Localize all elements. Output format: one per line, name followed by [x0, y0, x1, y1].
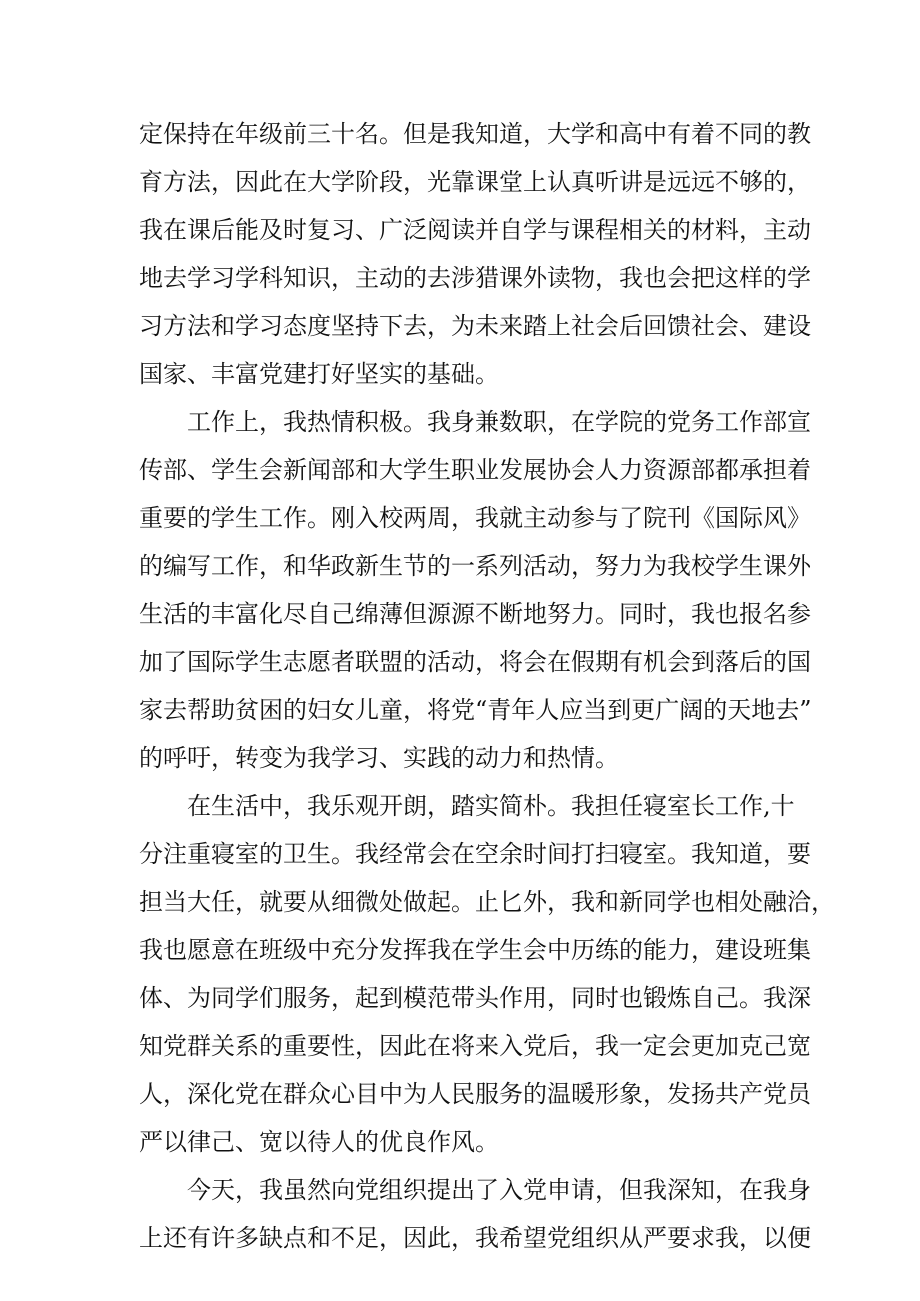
- text-line: 国家、丰富党建打好坚实的基础。: [139, 360, 499, 388]
- text-line: 传部、学生会新闻部和大学生职业发展协会人力资源部都承担着: [139, 456, 811, 484]
- text-line: 在生活中，我乐观开朗，踏实简朴。我担任寝室长工作,十: [187, 792, 795, 820]
- text-line: 的编写工作，和华政新生节的一系列活动，努力为我校学生课外: [139, 552, 811, 580]
- paragraph-conclusion: [139, 1166, 811, 1262]
- text-line: 工作上，我热情积极。我身兼数职，在学院的党务工作部宣: [187, 408, 811, 436]
- text-line: 加了国际学生志愿者联盟的活动，将会在假期有机会到落后的国: [139, 648, 811, 676]
- text-line: 上还有许多缺点和不足，因此，我希望党组织从严要求我，以便: [139, 1224, 811, 1252]
- paragraph-study: [139, 110, 811, 398]
- paragraph-work: [139, 398, 812, 782]
- text-line: 担当大任，就要从细微处做起。止匕外，我和新同学也相处融洽，: [139, 888, 835, 916]
- document-body: [139, 110, 835, 1262]
- text-line: 人，深化党在群众心目中为人民服务的温暖形象，发扬共产党员: [139, 1080, 811, 1108]
- text-line: 习方法和学习态度坚持下去，为未来踏上社会后回馈社会、建设: [139, 312, 811, 340]
- text-line: 生活的丰富化尽自己绵薄但源源不断地努力。同时，我也报名参: [139, 600, 811, 628]
- text-line: 我也愿意在班级中充分发挥我在学生会中历练的能力，建设班集: [139, 936, 811, 964]
- text-line: 的呼吁，转变为我学习、实践的动力和热情。: [139, 744, 619, 772]
- text-line: 分注重寝室的卫生。我经常会在空余时间打扫寝室。我知道，要: [139, 840, 811, 868]
- text-line: 地去学习学科知识，主动的去涉猎课外读物，我也会把这样的学: [139, 264, 811, 292]
- text-line: 严以律己、宽以待人的优良作风。: [139, 1128, 499, 1156]
- text-line: 重要的学生工作。刚入校两周，我就主动参与了院刊《国际风》: [139, 504, 811, 532]
- text-line: 知党群关系的重要性，因此在将来入党后，我一定会更加克己宽: [139, 1032, 811, 1060]
- paragraph-life: [139, 782, 835, 1166]
- text-line: 我在课后能及时复习、广泛阅读并自学与课程相关的材料，主动: [139, 216, 811, 244]
- text-line: 今天，我虽然向党组织提出了入党申请，但我深知，在我身: [187, 1176, 811, 1204]
- text-line: 育方法，因此在大学阶段，光靠课堂上认真听讲是远远不够的，: [139, 168, 811, 196]
- text-line: 体、为同学们服务，起到模范带头作用，同时也锻炼自己。我深: [139, 984, 811, 1012]
- text-line: 定保持在年级前三十名。但是我知道，大学和高中有着不同的教: [139, 120, 811, 148]
- text-line: 家去帮助贫困的妇女儿童，将党“青年人应当到更广阔的天地去”: [139, 696, 812, 724]
